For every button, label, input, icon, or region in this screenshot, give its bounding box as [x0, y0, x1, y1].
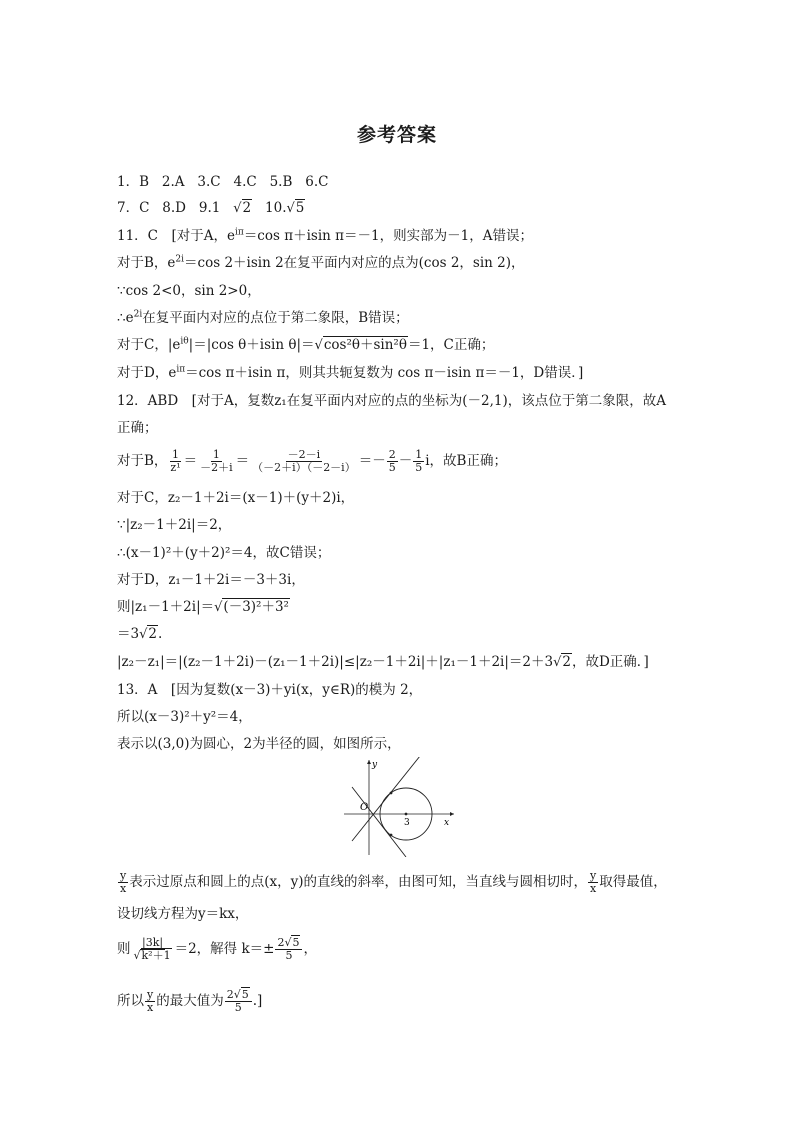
fraction — [275, 937, 302, 962]
answer-3: 3.C — [197, 174, 221, 190]
q12-b-pre: 对于B， — [117, 453, 168, 469]
q11-line-3: ∵cos 2<0，sin 2>0， — [117, 283, 261, 299]
fraction — [250, 449, 358, 474]
fraction-den: （－2＋i）（－2－i） — [252, 461, 356, 474]
sqrt-sign: √ — [233, 201, 242, 216]
q13-line-6 — [117, 932, 317, 966]
answer-7: 7．C — [117, 200, 150, 216]
answer-10: 10. — [265, 200, 287, 216]
q13-l6-mid: ＝2，解得 k＝± — [174, 941, 275, 957]
q11-line-4 — [117, 308, 409, 328]
q13-l6-tail: ， — [303, 941, 317, 957]
tangent-line-upper — [352, 757, 420, 841]
q12-d3-pre: ＝3 — [117, 626, 140, 642]
q11-b3-sup: 2i — [133, 309, 143, 320]
fraction-den — [132, 950, 174, 962]
q11-c1-sup: iθ — [180, 336, 189, 347]
q12-line-8 — [117, 597, 290, 618]
q12-eq: ＝ — [235, 453, 250, 469]
q11-d1: 对于D，e — [117, 365, 177, 381]
sqrt-sign: √ — [139, 627, 148, 642]
q11-c1-tail: ＝1，C正确； — [407, 337, 495, 353]
fraction — [413, 449, 424, 474]
q11-head: 11．C [对于A，e — [117, 228, 236, 244]
y-axis-arrow — [367, 760, 371, 764]
fraction-num: 1 — [415, 448, 423, 461]
q11-b1: 对于B，e — [117, 255, 176, 271]
q13-line-1: 13．A [因为复数(x－3)＋yi(x，y∈R)的模为 2， — [117, 682, 423, 698]
fraction-num: y — [590, 869, 597, 882]
fraction-num: 1 — [212, 448, 220, 461]
q12-d3-radicand: 2 — [148, 626, 157, 642]
q12-line-2: 正确； — [117, 420, 158, 436]
fraction — [118, 870, 128, 895]
origin-label: O — [360, 802, 369, 813]
fraction — [132, 937, 174, 962]
q13-l6-pre: 则 — [117, 941, 131, 957]
q11-line-2 — [117, 253, 525, 273]
q11-b3: ∴e — [117, 310, 134, 326]
fraction-den: 5 — [234, 1001, 242, 1014]
q13-l7-tail: .] — [252, 993, 263, 1009]
tangent-point-lower — [390, 834, 393, 837]
coef: 2 — [277, 936, 285, 949]
q12-minus: － — [398, 453, 413, 469]
q11-line-1 — [117, 226, 533, 246]
q11-d1-sup: iπ — [176, 364, 186, 375]
q12-eq: ＝ — [183, 453, 198, 469]
q11-b1-tail: ＝cos 2＋isin 2在复平面内对应的点为(cos 2，sin 2)， — [184, 255, 525, 271]
answer-8: 8.D — [162, 200, 187, 216]
q12-d4-pre: |z₂－z₁|＝|(z₂－1＋2i)－(z₁－1＋2i)|≤|z₂－1＋2i|＋|z₁－1＋2i|＝2＋3 — [117, 654, 554, 670]
fraction — [387, 449, 398, 474]
fraction-den: 5 — [285, 949, 293, 962]
q11-b1-sup: 2i — [175, 254, 185, 265]
q11-line-6 — [117, 363, 583, 383]
q12-d3-tail: . — [157, 626, 163, 642]
q12-line-4: 对于C，z₂－1＋2i＝(x－1)＋(y＋2)i， — [117, 490, 355, 506]
q11-d1-tail: ＝cos π＋isin π，则其共轭复数为 cos π－isin π＝－1，D错误．] — [185, 365, 584, 381]
q13-line-2: 所以(x－3)²＋y²＝4， — [117, 709, 252, 725]
q11-c1-mid: |＝|cos θ＋isin θ|＝ — [188, 337, 315, 353]
fraction-num: y — [147, 988, 154, 1001]
q12-line-1: 12．ABD [对于A，复数z₁在复平面内对应的点的坐标为(－2,1)，该点位于第二象限，故A — [117, 393, 666, 409]
q12-line-10 — [117, 652, 649, 673]
tangent-line-lower — [352, 787, 406, 857]
tangent-point-upper — [390, 792, 393, 795]
q13-line-5: 设切线方程为y＝kx， — [117, 906, 249, 922]
q11-head-sup: iπ — [235, 227, 244, 238]
fraction — [145, 989, 155, 1014]
answer-1: 1．B — [117, 174, 150, 190]
sqrt-sign: √ — [214, 600, 223, 615]
q12-line-5: ∵|z₂－1＋2i|＝2， — [117, 517, 232, 533]
fraction — [588, 870, 598, 895]
x-axis-arrow — [450, 812, 454, 816]
fraction-num: 1 — [172, 448, 180, 461]
q12-line-3 — [117, 446, 507, 476]
answer-4: 4.C — [233, 174, 257, 190]
answers-7-10 — [117, 198, 305, 219]
q13-line-3: 表示以(3,0)为圆心，2为半径的圆，如图所示， — [117, 736, 401, 752]
center-label: 3 — [404, 818, 410, 828]
fraction-den: x — [120, 882, 127, 895]
answer-9-radicand: 2 — [242, 200, 252, 216]
q13-l4-tail: 取得最值， — [599, 874, 667, 890]
fraction-den: －2＋i — [200, 461, 233, 474]
fraction-num: y — [120, 869, 127, 882]
fraction-den: 5 — [415, 461, 423, 474]
sqrt-sign: √ — [286, 201, 295, 216]
answer-2: 2.A — [161, 174, 185, 190]
fraction — [225, 989, 252, 1014]
q12-d4-tail: ，故D正确．] — [571, 654, 649, 670]
q11-head-tail: ＝cos π＋isin π＝－1，则实部为－1，A错误； — [243, 228, 533, 244]
answer-6: 6.C — [305, 174, 329, 190]
q12-d2-radicand: (－3)²＋3² — [223, 599, 289, 615]
answer-10-radicand: 5 — [295, 200, 305, 216]
answers-1-6 — [117, 172, 329, 192]
sqrt-sign: √ — [553, 655, 562, 670]
q11-c1-radicand: cos²θ＋sin²θ — [323, 337, 407, 353]
fraction-num: 2 — [388, 448, 396, 461]
q12-d2-pre: 则|z₁－1＋2i|＝ — [117, 599, 215, 615]
fraction-num: －2－i — [287, 448, 321, 461]
fraction-den: x — [147, 1001, 154, 1014]
circle-center — [405, 813, 408, 816]
fraction — [168, 449, 182, 474]
sqrt-sign: √ — [133, 949, 141, 962]
fraction — [198, 449, 235, 474]
answer-9: 9.1 — [198, 200, 221, 216]
answer-5: 5.B — [269, 174, 293, 190]
q11-line-5 — [117, 335, 494, 356]
fraction-den-radicand: k²＋1 — [141, 949, 171, 962]
q13-l4-mid: 表示过原点和圆上的点(x，y)的直线的斜率，由图可知，当直线与圆相切时， — [129, 874, 587, 890]
sqrt-sign: √ — [233, 988, 241, 1001]
q11-b3-tail: 在复平面内对应的点位于第二象限，B错误； — [142, 310, 409, 326]
y-label: y — [372, 760, 378, 770]
radicand: 5 — [241, 988, 249, 1001]
fraction-den: x — [590, 882, 597, 895]
radicand: 5 — [292, 936, 300, 949]
page-title: 参考答案 — [356, 124, 437, 146]
circle-tangent-figure — [340, 757, 458, 857]
q12-line-6: ∴(x－1)²＋(y＋2)²＝4，故C错误； — [117, 545, 331, 561]
coef: 2 — [226, 988, 234, 1001]
q13-l7-pre: 所以 — [117, 993, 144, 1009]
q11-c1: 对于C，|e — [117, 337, 181, 353]
q12-line-7: 对于D，z₁－1＋2i＝－3＋3i， — [117, 572, 305, 588]
fraction-den: z¹ — [170, 461, 181, 474]
q12-b-tail: i，故B正确； — [425, 453, 507, 469]
q12-eq: ＝－ — [358, 453, 386, 469]
q12-d4-radicand: 2 — [562, 654, 571, 670]
x-label: x — [444, 818, 450, 828]
q13-line-7 — [117, 984, 262, 1018]
q13-l7-mid: 的最大值为 — [156, 993, 224, 1009]
q13-line-4 — [117, 868, 667, 896]
sqrt-sign: √ — [314, 338, 323, 353]
fraction-num: |3k| — [142, 936, 164, 949]
sqrt-sign: √ — [284, 936, 292, 949]
q12-line-9 — [117, 624, 162, 645]
fraction-den: 5 — [388, 461, 396, 474]
